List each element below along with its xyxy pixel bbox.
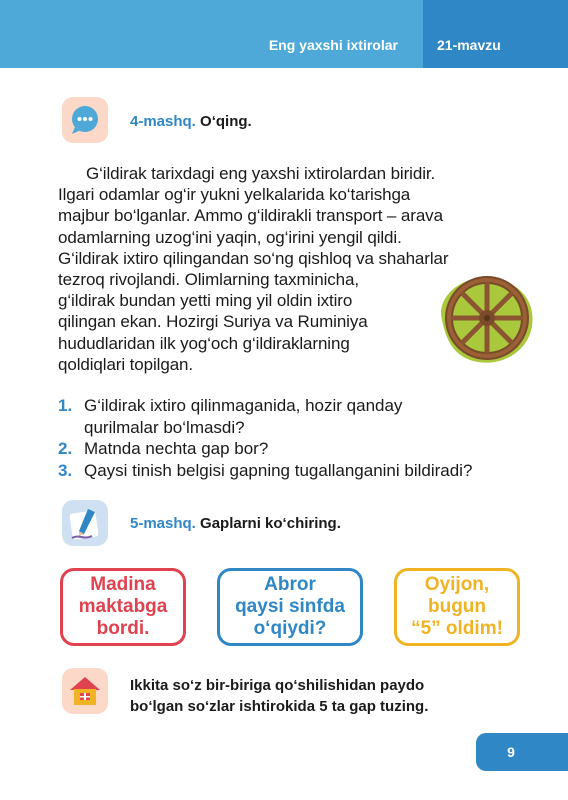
reading-line: qoldiqlari topilgan. xyxy=(58,354,194,374)
card-line: qaysi sinfda xyxy=(235,596,345,617)
reading-line: tezroq rivojlandi. Olimlarning taxminicha, xyxy=(58,270,359,290)
exercise-instruction: O‘qing. xyxy=(200,113,252,130)
topic-number: 21-mavzu xyxy=(437,37,501,53)
question-text: G‘ildirak ixtiro qilinmaganida, hozir qanday xyxy=(84,396,403,415)
pen-writing-icon xyxy=(62,500,108,546)
house-icon xyxy=(62,668,108,714)
reading-line: g‘ildirak bundan yetti ming yil oldin ixtiro xyxy=(58,291,353,311)
card-line: Madina xyxy=(90,574,156,595)
question-item xyxy=(58,460,538,482)
reading-line: G‘ildirak ixtiro qilingandan so‘ng qishloq va shaharlar xyxy=(58,248,449,268)
exercise-instruction: Gaplarni ko‘chiring. xyxy=(200,515,341,532)
card-line: Abror xyxy=(264,574,316,595)
sentence-card-madina xyxy=(60,568,186,646)
reading-line: majbur bo‘lganlar. Ammo g‘ildirakli transport – arava xyxy=(58,206,443,226)
sentence-card-oyijon xyxy=(394,568,520,646)
reading-line: Ilgari odamlar og‘ir yukni yelkalarida ko‘tarishga xyxy=(58,185,411,205)
card-line: o‘qiydi? xyxy=(253,618,327,639)
wooden-wheel-illustration xyxy=(432,268,540,368)
question-item xyxy=(58,395,538,438)
card-line: “5” oldim! xyxy=(411,618,503,639)
card-line: Oyijon, xyxy=(424,574,490,595)
chapter-title: Eng yaxshi ixtirolar xyxy=(268,37,398,53)
question-list xyxy=(58,395,538,481)
task-line: bo‘lgan so‘zlar ishtirokida 5 ta gap tuzing. xyxy=(130,698,429,715)
card-line: maktabga xyxy=(78,596,168,617)
task-line: Ikkita so‘z bir-biriga qo‘shilishidan paydo xyxy=(130,677,425,694)
question-number: 3. xyxy=(58,460,73,480)
speech-bubble-icon xyxy=(62,97,108,143)
reading-line: G‘ildirak tarixdagi eng yaxshi ixtirolardan biridir. xyxy=(86,164,436,183)
exercise-4-heading xyxy=(130,113,252,130)
exercise-5-heading xyxy=(130,515,341,532)
topic-tab xyxy=(423,0,568,68)
question-text: Matnda nechta gap bor? xyxy=(84,439,269,458)
exercise-number: 5-mashq. xyxy=(130,515,196,532)
question-item xyxy=(58,438,538,460)
question-number: 2. xyxy=(58,439,73,458)
reading-line: odamlarning uzog‘ini yaqin, og‘irini yengil qildi. xyxy=(58,227,402,247)
card-line: bugun xyxy=(427,596,487,617)
question-text: qurilmalar bo‘lmasdi? xyxy=(84,417,245,437)
sentence-card-abror xyxy=(217,568,363,646)
exercise-number: 4-mashq. xyxy=(130,113,196,130)
question-number: 1. xyxy=(58,396,73,415)
page-number: 9 xyxy=(507,744,515,760)
reading-line: hududlaridan ilk yog‘och g‘ildiraklarning xyxy=(58,333,350,353)
task-text xyxy=(130,675,428,717)
question-text: Qaysi tinish belgisi gapning tugallanganini bildiradi? xyxy=(84,460,473,480)
reading-line: qilingan ekan. Hozirgi Suriya va Ruminiya xyxy=(58,312,368,332)
card-line: bordi. xyxy=(96,618,150,639)
